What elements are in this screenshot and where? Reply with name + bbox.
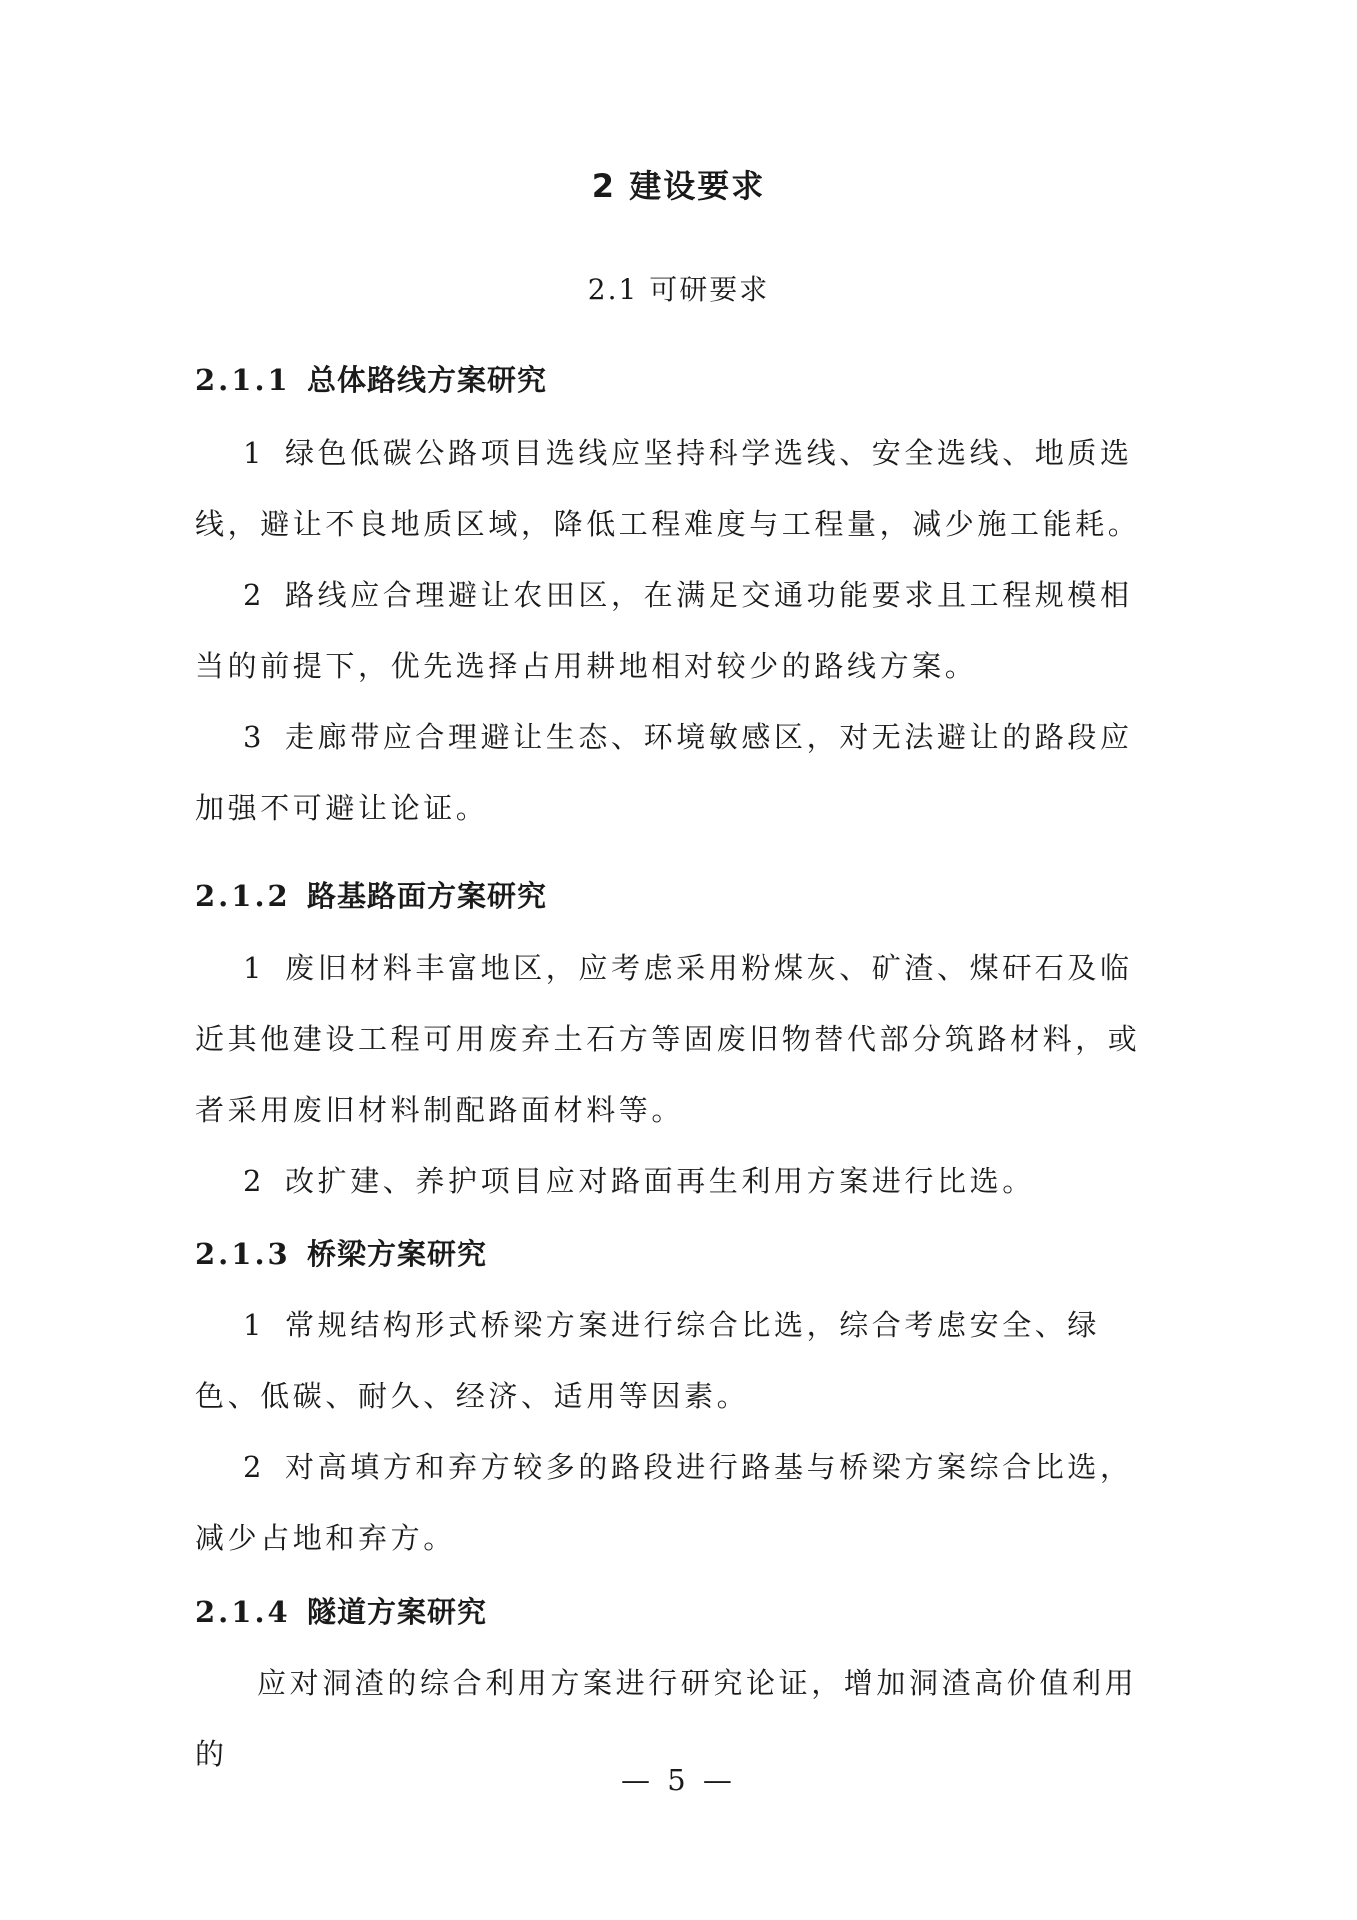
paragraph-2-1-1-item-3 <box>195 702 1163 844</box>
subsection-title: 桥梁方案研究 <box>307 1237 488 1271</box>
item-number: 1 <box>243 436 266 470</box>
item-number: 2 <box>243 1450 266 1484</box>
item-number: 2 <box>243 578 266 612</box>
item-number: 1 <box>243 1308 266 1342</box>
item-text: 对高填方和弃方较多的路段进行路基与桥梁方案综合比选，减少占地和弃方。 <box>195 1450 1133 1555</box>
subsection-heading-2-1-2 <box>195 878 547 914</box>
subsection-heading-2-1-1 <box>195 362 547 398</box>
paragraph-2-1-3-item-2 <box>195 1432 1163 1574</box>
subsection-number: 2.1.3 <box>195 1237 291 1271</box>
item-text: 改扩建、养护项目应对路面再生利用方案进行比选。 <box>285 1164 1035 1198</box>
paragraph-2-1-4: 应对洞渣的综合利用方案进行研究论证，增加洞渣高价值利用的 <box>195 1666 1138 1771</box>
paragraph-2-1-1-item-1 <box>195 418 1163 560</box>
item-number: 2 <box>243 1164 266 1198</box>
item-number: 1 <box>243 951 266 985</box>
item-text: 绿色低碳公路项目选线应坚持科学选线、安全选线、地质选线，避让不良地质区域，降低工程难度与工程量，减少施工能耗。 <box>195 436 1141 541</box>
item-text: 路线应合理避让农田区，在满足交通功能要求且工程规模相当的前提下，优先选择占用耕地相对较少的路线方案。 <box>195 578 1133 683</box>
paragraph-2-1-1-item-2 <box>195 560 1163 702</box>
subsection-heading-2-1-3 <box>195 1236 487 1272</box>
chapter-title: 2 建设要求 <box>591 167 766 205</box>
subsection-title: 隧道方案研究 <box>307 1595 488 1629</box>
paragraph-2-1-2-item-2 <box>195 1146 1163 1217</box>
item-number: 3 <box>243 720 266 754</box>
subsection-number: 2.1.4 <box>195 1595 291 1629</box>
item-text: 常规结构形式桥梁方案进行综合比选，综合考虑安全、绿色、低碳、耐久、经济、适用等因素。 <box>195 1308 1101 1413</box>
item-text: 走廊带应合理避让生态、环境敏感区，对无法避让的路段应加强不可避让论证。 <box>195 720 1133 825</box>
subsection-title: 总体路线方案研究 <box>307 363 548 397</box>
paragraph-2-1-2-item-1 <box>195 933 1163 1146</box>
page-number: — 5 — <box>621 1763 736 1797</box>
item-text: 废旧材料丰富地区，应考虑采用粉煤灰、矿渣、煤矸石及临近其他建设工程可用废弃土石方等固废旧物替代部分筑路材料，或者采用废旧材料制配路面材料等。 <box>195 951 1141 1127</box>
subsection-title: 路基路面方案研究 <box>307 879 548 913</box>
subsection-number: 2.1.2 <box>195 879 291 913</box>
subsection-heading-2-1-4 <box>195 1594 487 1630</box>
subsection-number: 2.1.1 <box>195 363 291 397</box>
paragraph-2-1-3-item-1 <box>195 1290 1163 1432</box>
section-title: 2.1 可研要求 <box>587 273 770 306</box>
